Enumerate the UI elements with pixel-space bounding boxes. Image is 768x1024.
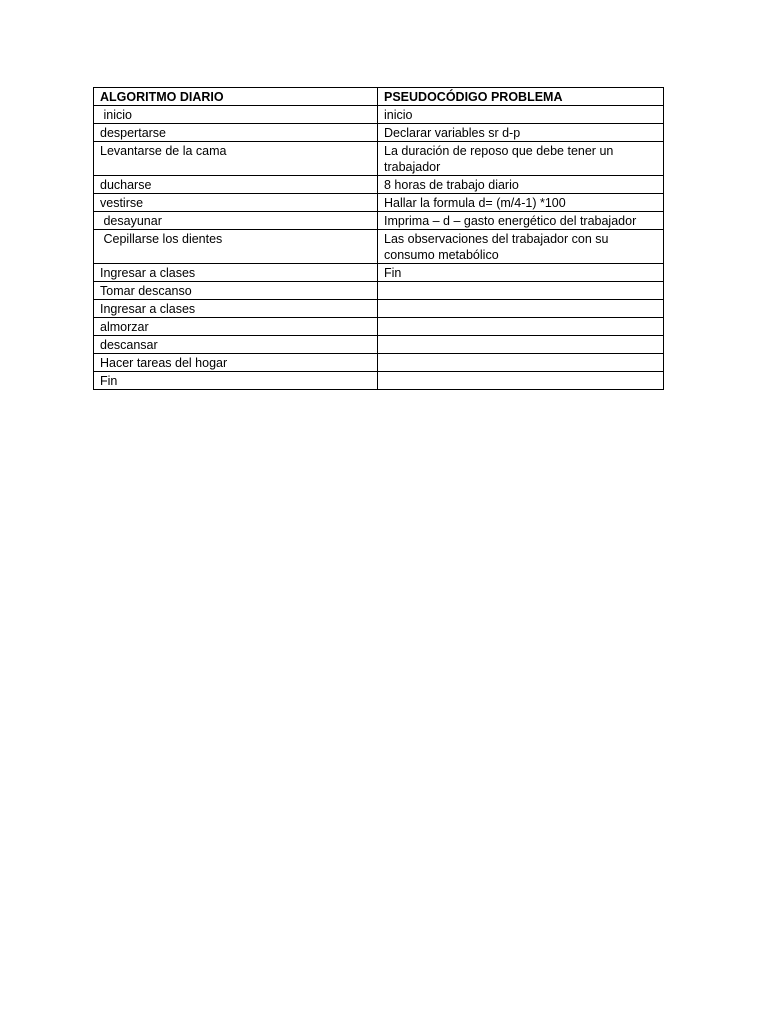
algorithm-table xyxy=(93,87,664,390)
table-row xyxy=(94,212,664,230)
pseudocode-cell: Imprima – d – gasto energético del trabajador xyxy=(378,212,664,230)
pseudocode-cell: Fin xyxy=(378,264,664,282)
pseudocode-cell: Declarar variables sr d-p xyxy=(378,124,664,142)
algorithm-cell: Levantarse de la cama xyxy=(94,142,378,176)
algorithm-cell: Ingresar a clases xyxy=(94,300,378,318)
table-row xyxy=(94,282,664,300)
algorithm-cell: Ingresar a clases xyxy=(94,264,378,282)
pseudocode-cell: La duración de reposo que debe tener un trabajador xyxy=(378,142,664,176)
algorithm-cell: despertarse xyxy=(94,124,378,142)
pseudocode-cell: 8 horas de trabajo diario xyxy=(378,176,664,194)
algorithm-cell: descansar xyxy=(94,336,378,354)
table-row xyxy=(94,372,664,390)
table-row xyxy=(94,176,664,194)
table-header-row xyxy=(94,88,664,106)
table-row xyxy=(94,194,664,212)
table-row xyxy=(94,106,664,124)
pseudocode-cell: inicio xyxy=(378,106,664,124)
algorithm-cell: vestirse xyxy=(94,194,378,212)
pseudocode-cell xyxy=(378,372,664,390)
algorithm-cell: inicio xyxy=(94,106,378,124)
pseudocode-cell xyxy=(378,300,664,318)
pseudocode-cell xyxy=(378,282,664,300)
header-algoritmo-diario: ALGORITMO DIARIO xyxy=(94,88,378,106)
header-pseudocodigo-problema: PSEUDOCÓDIGO PROBLEMA xyxy=(378,88,664,106)
table-row xyxy=(94,124,664,142)
table-row xyxy=(94,336,664,354)
table-row xyxy=(94,318,664,336)
table-row xyxy=(94,142,664,176)
pseudocode-cell xyxy=(378,318,664,336)
algorithm-cell: Cepillarse los dientes xyxy=(94,230,378,264)
pseudocode-cell: Las observaciones del trabajador con su consumo metabólico xyxy=(378,230,664,264)
algorithm-cell: Tomar descanso xyxy=(94,282,378,300)
table-row xyxy=(94,354,664,372)
pseudocode-cell xyxy=(378,354,664,372)
table-row xyxy=(94,300,664,318)
algorithm-cell: desayunar xyxy=(94,212,378,230)
algorithm-cell: Hacer tareas del hogar xyxy=(94,354,378,372)
algorithm-cell: almorzar xyxy=(94,318,378,336)
table-row xyxy=(94,230,664,264)
pseudocode-cell: Hallar la formula d= (m/4-1) *100 xyxy=(378,194,664,212)
algorithm-cell: Fin xyxy=(94,372,378,390)
pseudocode-cell xyxy=(378,336,664,354)
table-row xyxy=(94,264,664,282)
algorithm-cell: ducharse xyxy=(94,176,378,194)
